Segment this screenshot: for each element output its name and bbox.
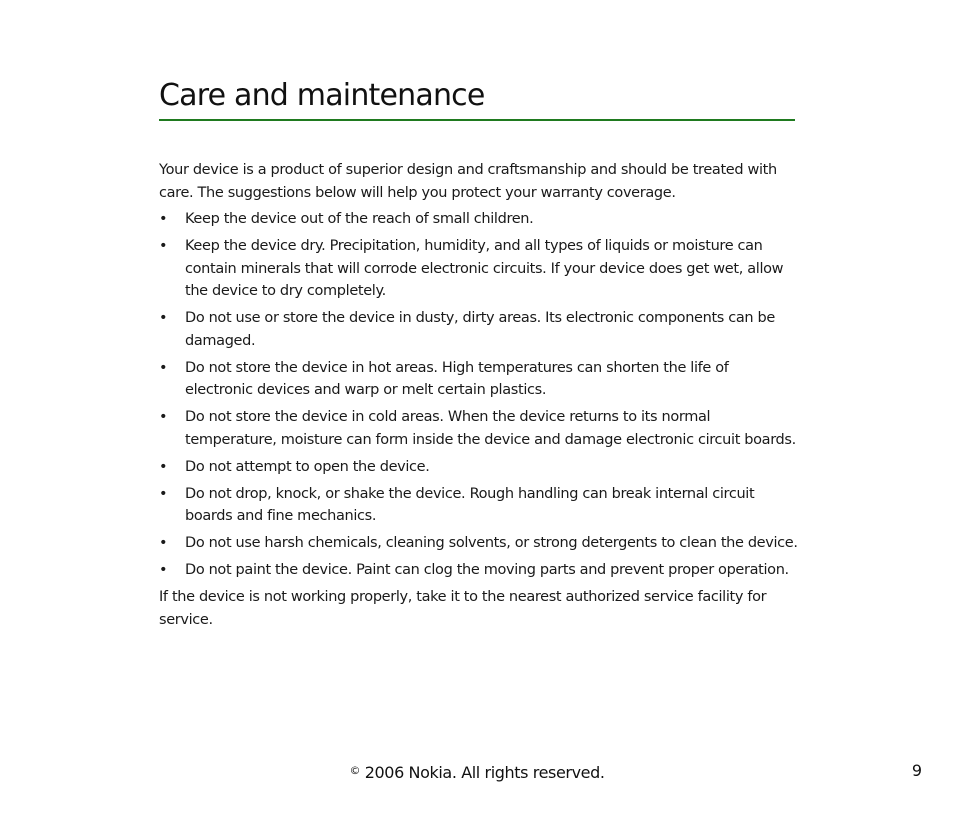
list-item bbox=[159, 235, 799, 303]
list-item bbox=[159, 456, 799, 479]
bullet-icon: • bbox=[159, 409, 168, 425]
copyright-text: 2006 Nokia. All rights reserved. bbox=[360, 763, 605, 782]
title-divider bbox=[159, 119, 795, 121]
list-item-text: Do not use or store the device in dusty, dirty areas. Its electronic components can be damaged. bbox=[185, 310, 775, 349]
page-title: Care and maintenance bbox=[159, 78, 485, 113]
list-item-text: Do not drop, knock, or shake the device. Rough handling can break internal circuit boards and fine mechanics. bbox=[185, 485, 755, 524]
page-number: 9 bbox=[911, 761, 922, 780]
copyright-symbol: © bbox=[349, 764, 361, 777]
bullet-icon: • bbox=[159, 211, 168, 227]
list-item bbox=[159, 406, 799, 451]
bullet-icon: • bbox=[159, 310, 168, 326]
list-item-text: Keep the device out of the reach of small children. bbox=[185, 211, 534, 227]
list-item-text: Do not use harsh chemicals, cleaning solvents, or strong detergents to clean the device. bbox=[185, 535, 798, 551]
list-item-text: Do not store the device in hot areas. High temperatures can shorten the life of electronic devices and warp or melt certain plastics. bbox=[185, 359, 729, 398]
care-list bbox=[159, 208, 799, 582]
list-item bbox=[159, 532, 799, 555]
list-item-text: Do not attempt to open the device. bbox=[185, 458, 430, 475]
bullet-icon: • bbox=[159, 535, 168, 551]
bullet-icon: • bbox=[159, 458, 168, 475]
list-item-text: Do not store the device in cold areas. When the device returns to its normal temperature, moisture can form inside the device and damage electronic circuit boards. bbox=[185, 409, 796, 448]
closing-paragraph: If the device is not working properly, take it to the nearest authorized service facility for service. bbox=[159, 589, 767, 628]
bullet-icon: • bbox=[159, 562, 168, 578]
footer-copyright bbox=[0, 760, 954, 784]
list-item bbox=[159, 208, 799, 231]
page-content bbox=[159, 159, 799, 631]
list-item bbox=[159, 307, 799, 352]
list-item-text: Keep the device dry. Precipitation, humidity, and all types of liquids or moisture can contain minerals that will corrode electronic circuits. If your device does get wet, allow the device to dry completely. bbox=[185, 238, 784, 299]
bullet-icon: • bbox=[159, 485, 168, 502]
list-item-text: Do not paint the device. Paint can clog the moving parts and prevent proper operation. bbox=[185, 562, 789, 578]
list-item bbox=[159, 483, 799, 528]
bullet-icon: • bbox=[159, 238, 168, 254]
intro-paragraph: Your device is a product of superior design and craftsmanship and should be treated with care. The suggestions below will help you protect your warranty coverage. bbox=[159, 162, 777, 201]
list-item bbox=[159, 559, 799, 582]
list-item bbox=[159, 357, 799, 402]
bullet-icon: • bbox=[159, 359, 168, 376]
